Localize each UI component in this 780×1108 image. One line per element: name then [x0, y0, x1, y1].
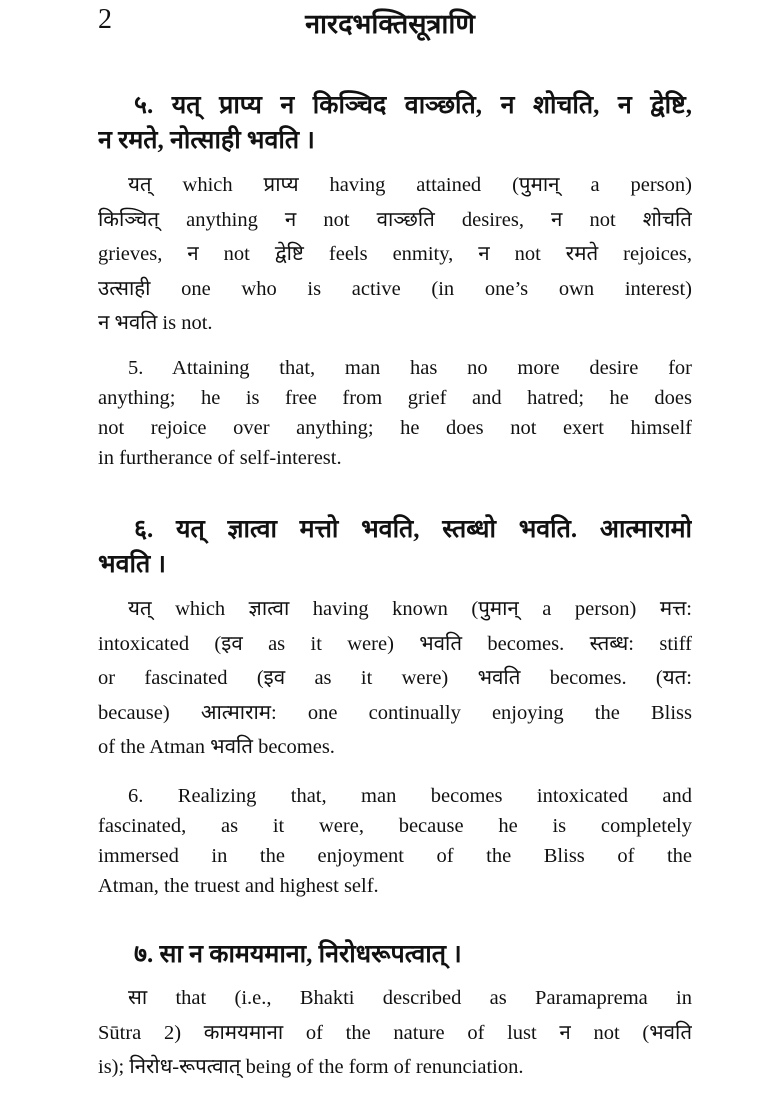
gloss-line: न भवति is not. — [98, 312, 213, 334]
sutra-7-sutra — [98, 937, 692, 972]
sutra-5-sutra — [98, 88, 692, 158]
translation-line: immersed in the enjoyment of the Bliss of the — [98, 845, 692, 867]
gloss-line: Sūtra 2) कामयमाना of the nature of lust न not (भवति — [98, 1021, 692, 1044]
gloss-line: of the Atman भवति becomes. — [98, 736, 335, 758]
page-number: 2 — [98, 4, 112, 35]
sutra-line: ६. यत् ज्ञात्वा मत्तो भवति, स्तब्धो भवति. आत्मारामो — [134, 516, 692, 543]
sutra-line: भवति । — [98, 551, 166, 578]
translation-line: anything; he is free from grief and hatred; he does — [98, 387, 692, 409]
translation-line: 6. Realizing that, man becomes intoxicated and — [128, 785, 692, 807]
gloss-line: grieves, न not द्वेष्टि feels enmity, न not रमते rejoices, — [98, 243, 692, 265]
gloss-line: किञ्चित् anything न not वाञ्छति desires, न not शोचति — [98, 208, 692, 231]
gloss-line: सा that (i.e., Bhakti described as Paramaprema in — [128, 987, 692, 1009]
translation-line: in furtherance of self-interest. — [98, 447, 342, 469]
sutra-line: ५. यत् प्राप्य न किञ्चिद वाञ्छति, न शोचति, न द्वेष्टि, — [134, 92, 692, 119]
translation-line: fascinated, as it were, because he is completely — [98, 815, 692, 837]
gloss-line: यत् which ज्ञात्वा having known (पुमान् a person) मत्त: — [128, 598, 692, 620]
translation-line: Atman, the truest and highest self. — [98, 875, 379, 897]
gloss-line: उत्साही one who is active (in one’s own interest) — [98, 277, 692, 300]
gloss-line: or fascinated (इव as it were) भवति becomes. (यत: — [98, 667, 692, 689]
translation-line: not rejoice over anything; he does not exert himself — [98, 417, 692, 439]
gloss-line: is); निरोध-रूपत्वात् being of the form of renunciation. — [98, 1056, 524, 1078]
sutra-line: न रमते, नोत्साही भवति । — [98, 127, 315, 154]
sutra-6-gloss — [98, 592, 692, 765]
gloss-line: because) आत्माराम: one continually enjoying the Bliss — [98, 701, 692, 724]
translation-line: 5. Attaining that, man has no more desire for — [128, 357, 692, 379]
gloss-line: यत् which प्राप्य having attained (पुमान् a person) — [128, 174, 692, 196]
running-title: नारदभक्तिसूत्राणि — [305, 9, 475, 39]
sutra-5-gloss — [98, 168, 692, 341]
sutra-7-gloss — [98, 981, 692, 1085]
sutra-5-translation — [98, 353, 692, 473]
gloss-line: intoxicated (इव as it were) भवति becomes. स्तब्ध: stiff — [98, 632, 692, 655]
sutra-6-sutra — [98, 512, 692, 582]
sutra-6-translation — [98, 781, 692, 901]
sutra-line: ७. सा न कामयमाना, निरोधरूपत्वात् । — [134, 941, 462, 968]
